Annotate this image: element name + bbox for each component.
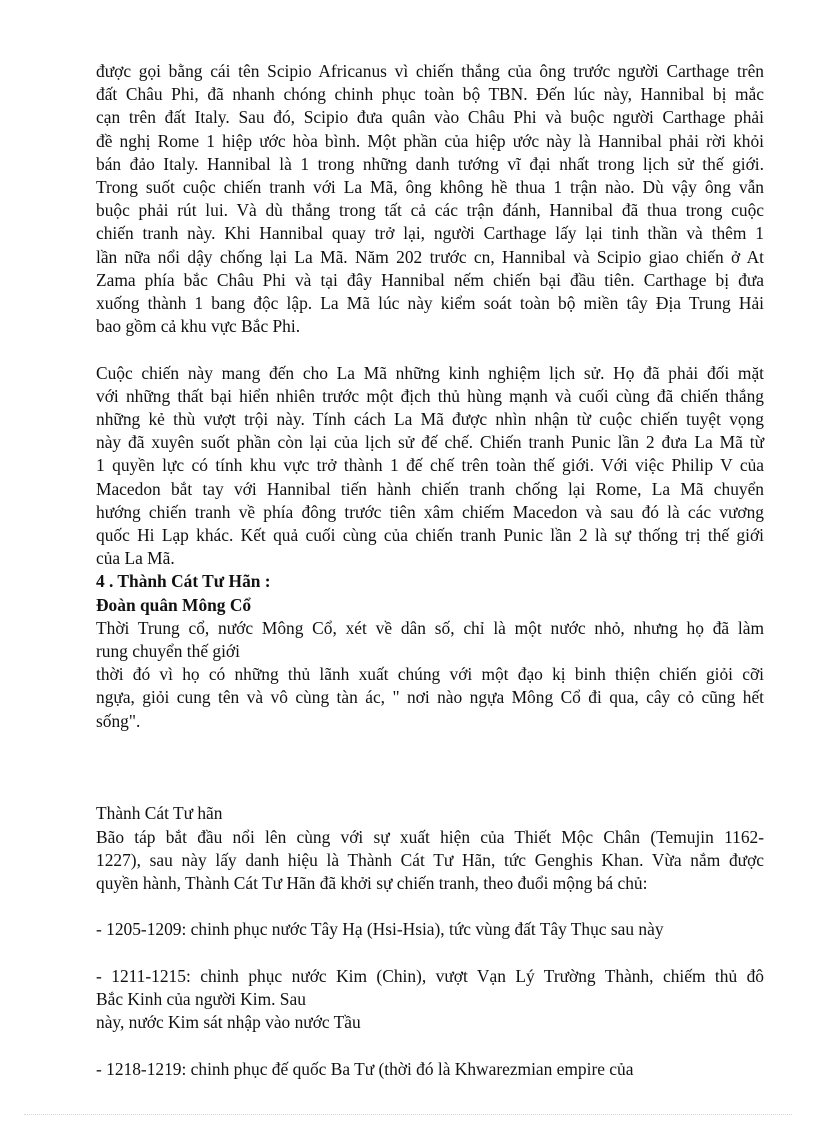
text-line: thời đó vì họ có những thủ lãnh xuất chúng với một đạo kị binh thiện chiến giỏi cỡi [96,664,764,685]
blank-line [96,756,764,779]
page-bottom-rule [24,1114,792,1115]
text-line: hướng chiến tranh về phía đông trước tiên xâm chiếm Macedon và sau đó là các vương [96,501,764,522]
blank-line [96,895,764,918]
text-line: bán đảo Italy. Hannibal là 1 trong những danh tướng vĩ đại nhất trong lịch sử thế giới. [96,153,764,174]
blank-line [96,733,764,756]
text-line: ngựa, giỏi cung tên và vô cùng tàn ác, " nơi nào ngựa Mông Cổ đi qua, cây cỏ cũng hết [96,687,764,708]
text-line: quốc Hi Lạp khác. Kết quả cuối cùng của chiến tranh Punic lần 2 là sự thống trị thế giới [96,525,764,546]
text-line: sống". [96,710,141,731]
text-line: - 1211-1215: chinh phục nước Kim (Chin), vượt Vạn Lý Trường Thành, chiếm thủ đô [96,965,764,986]
text-line: Bão táp bắt đầu nổi lên cùng với sự xuất hiện của Thiết Mộc Chân (Temujin 1162- [96,826,764,847]
text-line: bao gồm cả khu vực Bắc Phi. [96,316,301,337]
text-line: Thời Trung cổ, nước Mông Cổ, xét về dân số, chỉ là một nước nhỏ, nhưng họ đã làm [96,617,764,638]
blank-line [96,1034,764,1057]
section-heading: 4 . Thành Cát Tư Hãn : [96,571,271,592]
text-line: Cuộc chiến này mang đến cho La Mã những kinh nghiệm lịch sử. Họ đã phải đối mặt [96,362,764,383]
text-line: Macedon bắt tay với Hannibal tiến hành chiến tranh chống lại Rome, La Mã chuyển [96,478,764,499]
paragraph-mongol-army [96,617,764,733]
paragraph-rome-legacy [96,362,764,571]
list-item [96,965,764,1035]
text-line: rung chuyển thế giới [96,641,240,662]
paragraph-hannibal [96,60,764,338]
text-line: lần nữa nổi dậy chống lại La Mã. Năm 202 trước cn, Hannibal và Scipio giao chiến ở At [96,246,764,267]
blank-line [96,338,764,361]
text-line: cạn trên đất Italy. Sau đó, Scipio đưa quân vào Châu Phi và buộc người Carthage phải [96,107,764,128]
text-line: chiến tranh này. Khi Hannibal quay trở lại, người Carthage lấy lại tinh thần và thêm 1 [96,223,764,244]
text-line: 1227), sau này lấy danh hiệu là Thành Cát Tư Hãn, tức Genghis Khan. Vừa nắm được [96,849,764,870]
document-page [96,60,764,1081]
subsection-heading: Đoàn quân Mông Cổ [96,594,252,615]
text-line: xuống thành 1 bang độc lập. La Mã lúc này kiểm soát toàn bộ miền tây Địa Trung Hải [96,293,764,314]
list-item: - 1218-1219: chinh phục đế quốc Ba Tư (thời đó là Khwarezmian empire của [96,1058,634,1079]
text-line: với những thất bại hiển nhiên trước một địch thủ hùng mạnh và cuối cùng đã chiến thắng [96,385,764,406]
text-line: 1 quyền lực có tính khu vực trở thành 1 đế chế trên toàn thế giới. Với việc Philip V của [96,455,764,476]
blank-line [96,942,764,965]
text-line: Zama phía bắc Châu Phi và tại đây Hannibal nếm chiến bại đầu tiên. Carthage bị đưa [96,269,764,290]
paragraph-genghis-khan [96,802,764,895]
text-line: này đã xuyên suốt phần còn lại của lịch sử đế chế. Chiến tranh Punic lần 2 đưa La Mã từ [96,432,764,453]
text-line: Thành Cát Tư hãn [96,803,223,824]
text-line: quyền hành, Thành Cát Tư Hãn đã khởi sự chiến tranh, theo đuổi mộng bá chủ: [96,873,648,894]
text-line: được gọi bằng cái tên Scipio Africanus vì chiến thắng của ông trước người Carthage trên [96,61,764,81]
text-line: đất Châu Phi, đã nhanh chóng chinh phục toàn bộ TBN. Đến lúc này, Hannibal bị mắc [96,84,764,105]
text-line: Trong suốt cuộc chiến tranh với La Mã, ông không hề thua 1 trận nào. Dù vậy ông vẫn [96,177,764,198]
text-line: của La Mã. [96,548,175,569]
blank-line [96,779,764,802]
text-line: buộc phải rút lui. Và dù thắng trong tất cả các trận đánh, Hannibal đã thua trong cuộc [96,200,764,221]
text-line: này, nước Kim sát nhập vào nước Tầu [96,1012,361,1033]
text-line: Bắc Kinh của người Kim. Sau [96,989,306,1010]
text-line: những kẻ thù vượt trội này. Tính cách La Mã được nhìn nhận từ cuộc chiến tuyệt vọng [96,409,764,430]
text-line: đề nghị Rome 1 hiệp ước hòa bình. Một phần của hiệp ước này là Hannibal phải rời khỏi [96,130,764,151]
list-item: - 1205-1209: chinh phục nước Tây Hạ (Hsi-Hsia), tức vùng đất Tây Thục sau này [96,919,664,940]
